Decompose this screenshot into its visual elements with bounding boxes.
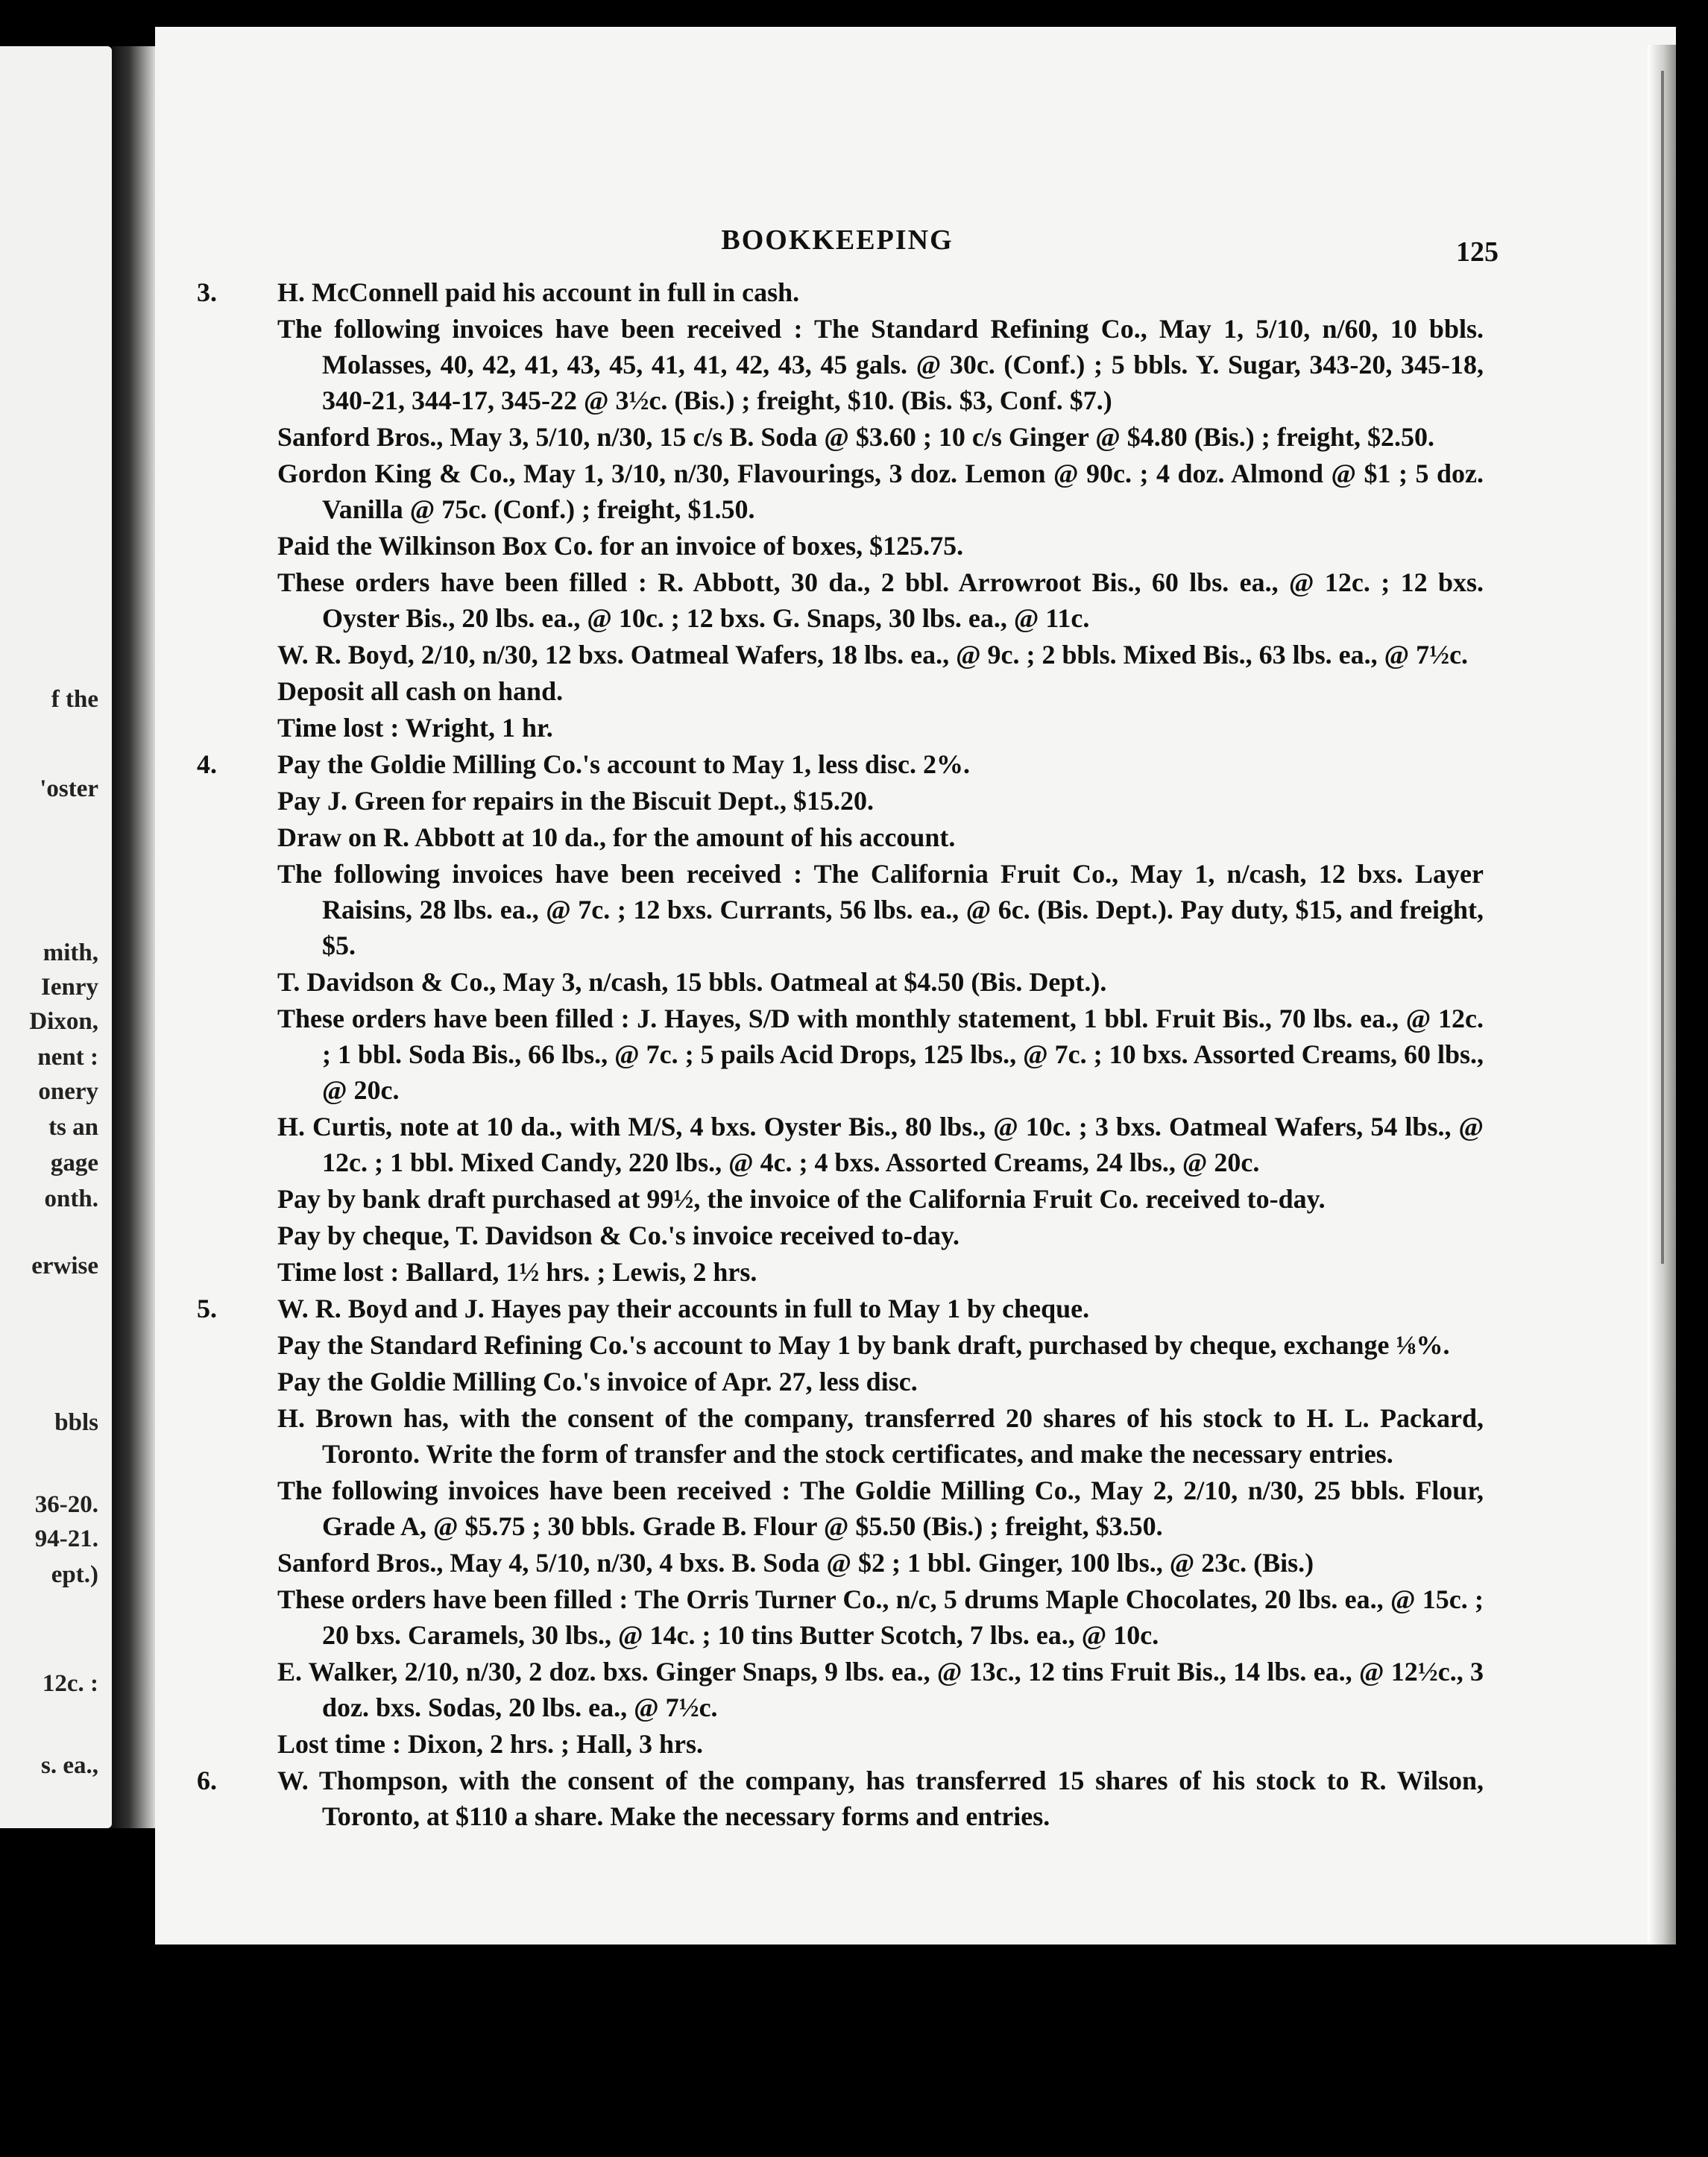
entry-paragraph: Pay the Goldie Milling Co.'s account to May 1, less disc. 2%. (277, 749, 970, 779)
day-entry (197, 274, 1484, 746)
entry-paragraph: W. R. Boyd and J. Hayes pay their accounts in full to May 1 by cheque. (277, 1294, 1090, 1323)
facing-page-fragment: 94-21. (34, 1525, 98, 1552)
entry-paragraph: Deposit all cash on hand. (277, 676, 564, 706)
day-entry (197, 746, 1484, 1290)
book-gutter (112, 46, 155, 1828)
facing-page-fragment: s. ea., (41, 1752, 98, 1779)
entry-paragraph: Gordon King & Co., May 1, 3/10, n/30, Flavourings, 3 doz. Lemon @ 90c. ; 4 doz. Almond @ $1 ; 5 doz. Vanilla @ 75c. (Conf.) ; freight, $1.50. (277, 459, 1484, 524)
entry-paragraph: H. Brown has, with the consent of the company, transferred 20 shares of his stock to H. L. Packard, Toronto. Write the form of transfer and the stock certificates, and make the necessary entries. (277, 1403, 1484, 1469)
entry-paragraph: Pay the Goldie Milling Co.'s invoice of Apr. 27, less disc. (277, 1367, 918, 1396)
facing-page-fragment: gage (50, 1150, 98, 1177)
entry-paragraph: These orders have been filled : J. Hayes, S/D with monthly statement, 1 bbl. Fruit Bis., 70 lbs. ea., @ 12c. ; 1 bbl. Soda Bis., 66 lbs., @ 7c. ; 5 pails Acid Drops, 125 lbs., @ 7c. ; 10 bxs. Assorted Creams, 60 lbs., @ 20c. (277, 1004, 1484, 1105)
facing-page-fragment: onery (38, 1078, 98, 1105)
facing-page-fragment: erwise (31, 1253, 98, 1279)
facing-page-fragment: ept.) (51, 1561, 98, 1588)
day-number: 5. (197, 1294, 217, 1323)
facing-page-fragment: Dixon, (29, 1008, 98, 1035)
page-body (197, 274, 1484, 1835)
entry-paragraph: Draw on R. Abbott at 10 da., for the amount of his account. (277, 822, 956, 852)
entry-paragraph: W. Thompson, with the consent of the company, has transferred 15 shares of his stock to R. Wilson, Toronto, at $110 a share. Make the necessary forms and entries. (277, 1766, 1484, 1831)
entry-paragraph: T. Davidson & Co., May 3, n/cash, 15 bbls. Oatmeal at $4.50 (Bis. Dept.). (277, 967, 1107, 997)
facing-page-fragment: onth. (44, 1185, 98, 1212)
facing-page-fragment: 'oster (40, 775, 98, 802)
day-number: 4. (197, 749, 217, 779)
facing-page-fragment: nent : (37, 1044, 98, 1071)
facing-page-fragment: bbls (54, 1409, 98, 1436)
page-edge-line (1661, 71, 1664, 1264)
entry-paragraph: Time lost : Ballard, 1½ hrs. ; Lewis, 2 hrs. (277, 1257, 757, 1287)
entry-paragraph: Pay J. Green for repairs in the Biscuit Dept., $15.20. (277, 786, 874, 816)
entry-paragraph: Sanford Bros., May 4, 5/10, n/30, 4 bxs. B. Soda @ $2 ; 1 bbl. Ginger, 100 lbs., @ 23c. (Bis.) (277, 1548, 1314, 1578)
entry-paragraph: Pay by cheque, T. Davidson & Co.'s invoice received to-day. (277, 1221, 960, 1250)
entry-paragraph: W. R. Boyd, 2/10, n/30, 12 bxs. Oatmeal Wafers, 18 lbs. ea., @ 9c. ; 2 bbls. Mixed Bis., 63 lbs. ea., @ 7½c. (277, 640, 1469, 670)
entry-paragraph: E. Walker, 2/10, n/30, 2 doz. bxs. Ginger Snaps, 9 lbs. ea., @ 13c., 12 tins Fruit Bis., 14 lbs. ea., @ 12½c., 3 doz. bxs. Sodas, 20 lbs. ea., @ 7½c. (277, 1657, 1484, 1722)
entry-paragraph: The following invoices have been received : The Standard Refining Co., May 1, 5/10, n/60, 10 bbls. Molasses, 40, 42, 41, 43, 45, 41, 41, 42, 43, 45 gals. @ 30c. (Conf.) ; 5 bbls. Y. Sugar, 343-20, 345-18, 340-21, 344-17, 345-22 @ 3½c. (Bis.) ; freight, $10. (Bis. $3, Conf. $7.) (277, 314, 1484, 415)
entry-paragraph: Time lost : Wright, 1 hr. (277, 713, 553, 743)
running-head: BOOKKEEPING (721, 224, 954, 256)
day-entry (197, 1763, 1484, 1834)
entry-paragraph: Paid the Wilkinson Box Co. for an invoice of boxes, $125.75. (277, 531, 964, 561)
entry-paragraph: H. Curtis, note at 10 da., with M/S, 4 bxs. Oyster Bis., 80 lbs., @ 10c. ; 3 bxs. Oatmeal Wafers, 54 lbs., @ 12c. ; 1 bbl. Mixed Candy, 220 lbs., @ 4c. ; 4 bxs. Assorted Creams, 24 lbs., @ 20c. (277, 1112, 1484, 1177)
page-number: 125 (1456, 236, 1499, 268)
facing-page-fragment: ts an (48, 1114, 98, 1141)
entry-paragraph: The following invoices have been received : The Goldie Milling Co., May 2, 2/10, n/30, 25 bbls. Flour, Grade A, @ $5.75 ; 30 bbls. Grade B. Flour @ $5.50 (Bis.) ; freight, $3.50. (277, 1476, 1484, 1541)
entry-paragraph: Pay the Standard Refining Co.'s account to May 1 by bank draft, purchased by cheque, exchange ⅛%. (277, 1330, 1450, 1360)
facing-page-fragment: f the (51, 686, 98, 713)
facing-page-fragment: 36-20. (34, 1491, 98, 1518)
page-header (155, 224, 1519, 268)
entry-paragraph: These orders have been filled : R. Abbott, 30 da., 2 bbl. Arrowroot Bis., 60 lbs. ea., @ 12c. ; 12 bxs. Oyster Bis., 20 lbs. ea., @ 10c. ; 12 bxs. G. Snaps, 30 lbs. ea., @ 11c. (277, 567, 1484, 633)
facing-page-edge (0, 46, 112, 1828)
facing-page-fragment: Ienry (41, 974, 98, 1001)
facing-page-fragment: mith, (42, 939, 98, 966)
day-entry (197, 1291, 1484, 1762)
facing-page-fragment: 12c. : (42, 1670, 98, 1697)
entry-paragraph: These orders have been filled : The Orris Turner Co., n/c, 5 drums Maple Chocolates, 20 lbs. ea., @ 15c. ; 20 bxs. Caramels, 30 lbs., @ 14c. ; 10 tins Butter Scotch, 7 lbs. ea., @ 10c. (277, 1584, 1484, 1650)
entry-paragraph: The following invoices have been received : The California Fruit Co., May 1, n/cash, 12 bxs. Layer Raisins, 28 lbs. ea., @ 7c. ; 12 bxs. Currants, 56 lbs. ea., @ 6c. (Bis. Dept.). Pay duty, $15, and freight, $5. (277, 859, 1484, 960)
entry-paragraph: Lost time : Dixon, 2 hrs. ; Hall, 3 hrs. (277, 1729, 703, 1759)
entry-paragraph: H. McConnell paid his account in full in cash. (277, 277, 800, 307)
entry-paragraph: Pay by bank draft purchased at 99½, the invoice of the California Fruit Co. received to-day. (277, 1184, 1326, 1214)
day-number: 6. (197, 1766, 217, 1795)
day-number: 3. (197, 277, 217, 307)
entry-paragraph: Sanford Bros., May 3, 5/10, n/30, 15 c/s B. Soda @ $3.60 ; 10 c/s Ginger @ $4.80 (Bis.) ; freight, $2.50. (277, 422, 1435, 452)
